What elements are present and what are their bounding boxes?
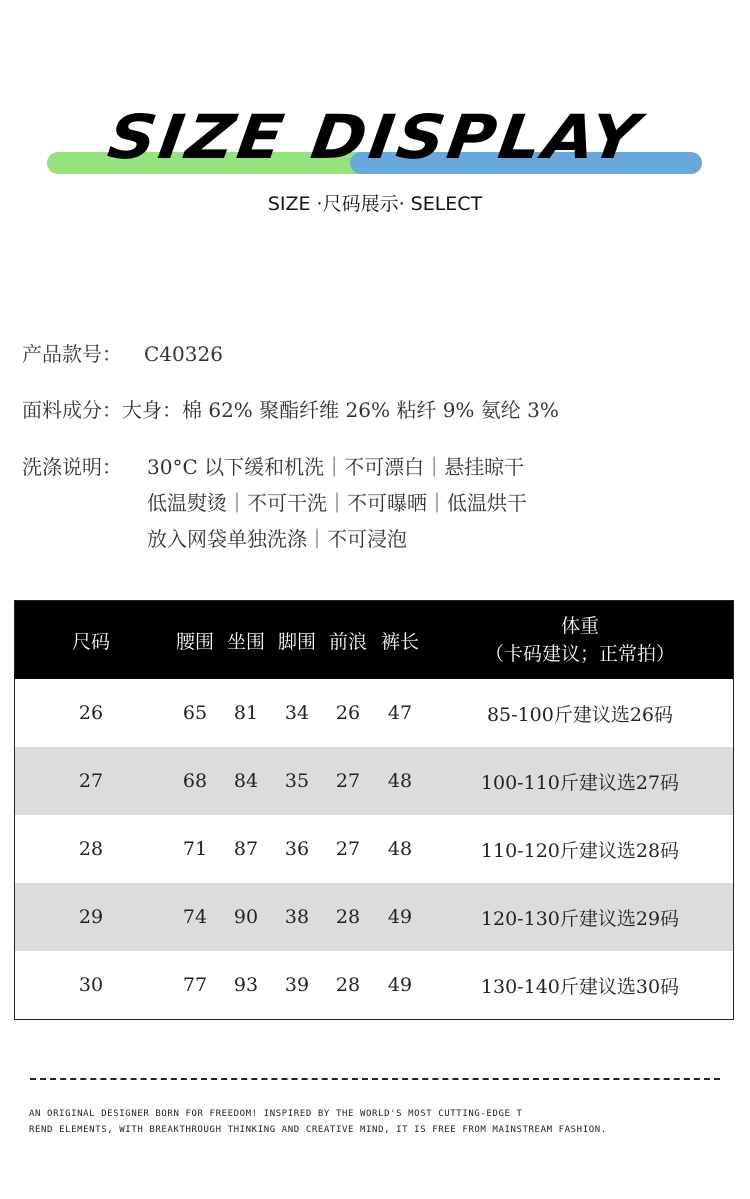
cell-waist: 71	[182, 838, 208, 860]
wash-line-2: 低温熨烫｜不可干洗｜不可曝晒｜低温烘干	[147, 491, 527, 515]
cell-weight: 130-140斤建议选30码	[480, 975, 680, 998]
cell-weight: 110-120斤建议选28码	[480, 839, 680, 862]
cell-weight: 100-110斤建议选27码	[480, 771, 680, 794]
cell-rise: 28	[335, 906, 361, 928]
cell-hem: 38	[284, 906, 310, 928]
cell-hem: 39	[284, 974, 310, 996]
wash-line-3: 放入网袋单独洗涤｜不可浸泡	[147, 527, 407, 551]
cell-waist: 65	[182, 702, 208, 724]
page-subtitle: SIZE ·尺码展示· SELECT	[267, 193, 483, 215]
cell-hem: 35	[284, 770, 310, 792]
table-row	[15, 883, 733, 951]
cell-rise: 27	[335, 770, 361, 792]
cell-size: 29	[78, 906, 104, 928]
footer-text-line-2: REND ELEMENTS, WITH BREAKTHROUGH THINKING AND CREATIVE MIND, IT IS FREE FROM MAINSTREAM FASHION.	[29, 1125, 607, 1135]
cell-size: 28	[78, 838, 104, 860]
cell-length: 47	[387, 702, 413, 724]
cell-rise: 26	[335, 702, 361, 724]
header-weight	[455, 601, 705, 679]
cell-rise: 27	[335, 838, 361, 860]
header-size: 尺码	[71, 630, 110, 653]
product-code-value: C40326	[144, 342, 223, 366]
header-weight-title: 体重	[560, 615, 599, 637]
table-row	[15, 951, 733, 1019]
cell-seat: 87	[233, 838, 259, 860]
product-code-label: 产品款号：	[22, 342, 122, 366]
cell-length: 49	[387, 974, 413, 996]
size-table	[14, 600, 734, 1020]
title-banner	[0, 0, 750, 215]
cell-length: 49	[387, 906, 413, 928]
fabric-label: 面料成分：	[22, 398, 122, 422]
cell-waist: 77	[182, 974, 208, 996]
product-code	[22, 341, 223, 367]
header-length: 裤长	[380, 630, 419, 653]
table-row	[15, 815, 733, 883]
cell-length: 48	[387, 770, 413, 792]
table-row	[15, 679, 733, 747]
cell-hem: 36	[284, 838, 310, 860]
header-rise: 前浪	[328, 630, 367, 653]
cell-weight: 85-100斤建议选26码	[486, 703, 674, 726]
cell-size: 30	[78, 974, 104, 996]
cell-size: 27	[78, 770, 104, 792]
wash-label: 洗涤说明：	[22, 455, 122, 479]
cell-waist: 74	[182, 906, 208, 928]
table-header	[15, 601, 733, 679]
header-waist: 腰围	[175, 630, 214, 653]
header-hem: 脚围	[277, 630, 316, 653]
header-seat: 坐围	[226, 630, 265, 653]
cell-seat: 93	[233, 974, 259, 996]
footer-text-line-1: AN ORIGINAL DESIGNER BORN FOR FREEDOM! INSPIRED BY THE WORLD'S MOST CUTTING-EDGE T	[29, 1109, 523, 1119]
cell-weight: 120-130斤建议选29码	[480, 907, 680, 930]
table-row	[15, 747, 733, 815]
cell-rise: 28	[335, 974, 361, 996]
dashed-divider	[30, 1078, 720, 1080]
fabric-value: 大身：棉 62% 聚酯纤维 26% 粘纤 9% 氨纶 3%	[122, 398, 559, 422]
cell-length: 48	[387, 838, 413, 860]
cell-seat: 81	[233, 702, 259, 724]
page-title: SIZE DISPLAY	[103, 102, 647, 173]
header-weight-note: （卡码建议；正常拍）	[484, 643, 675, 665]
cell-hem: 34	[284, 702, 310, 724]
cell-size: 26	[78, 702, 104, 724]
wash-line-1: 30°C 以下缓和机洗｜不可漂白｜悬挂晾干	[147, 455, 525, 479]
cell-seat: 84	[233, 770, 259, 792]
cell-seat: 90	[233, 906, 259, 928]
fabric-info	[22, 397, 559, 423]
cell-waist: 68	[182, 770, 208, 792]
